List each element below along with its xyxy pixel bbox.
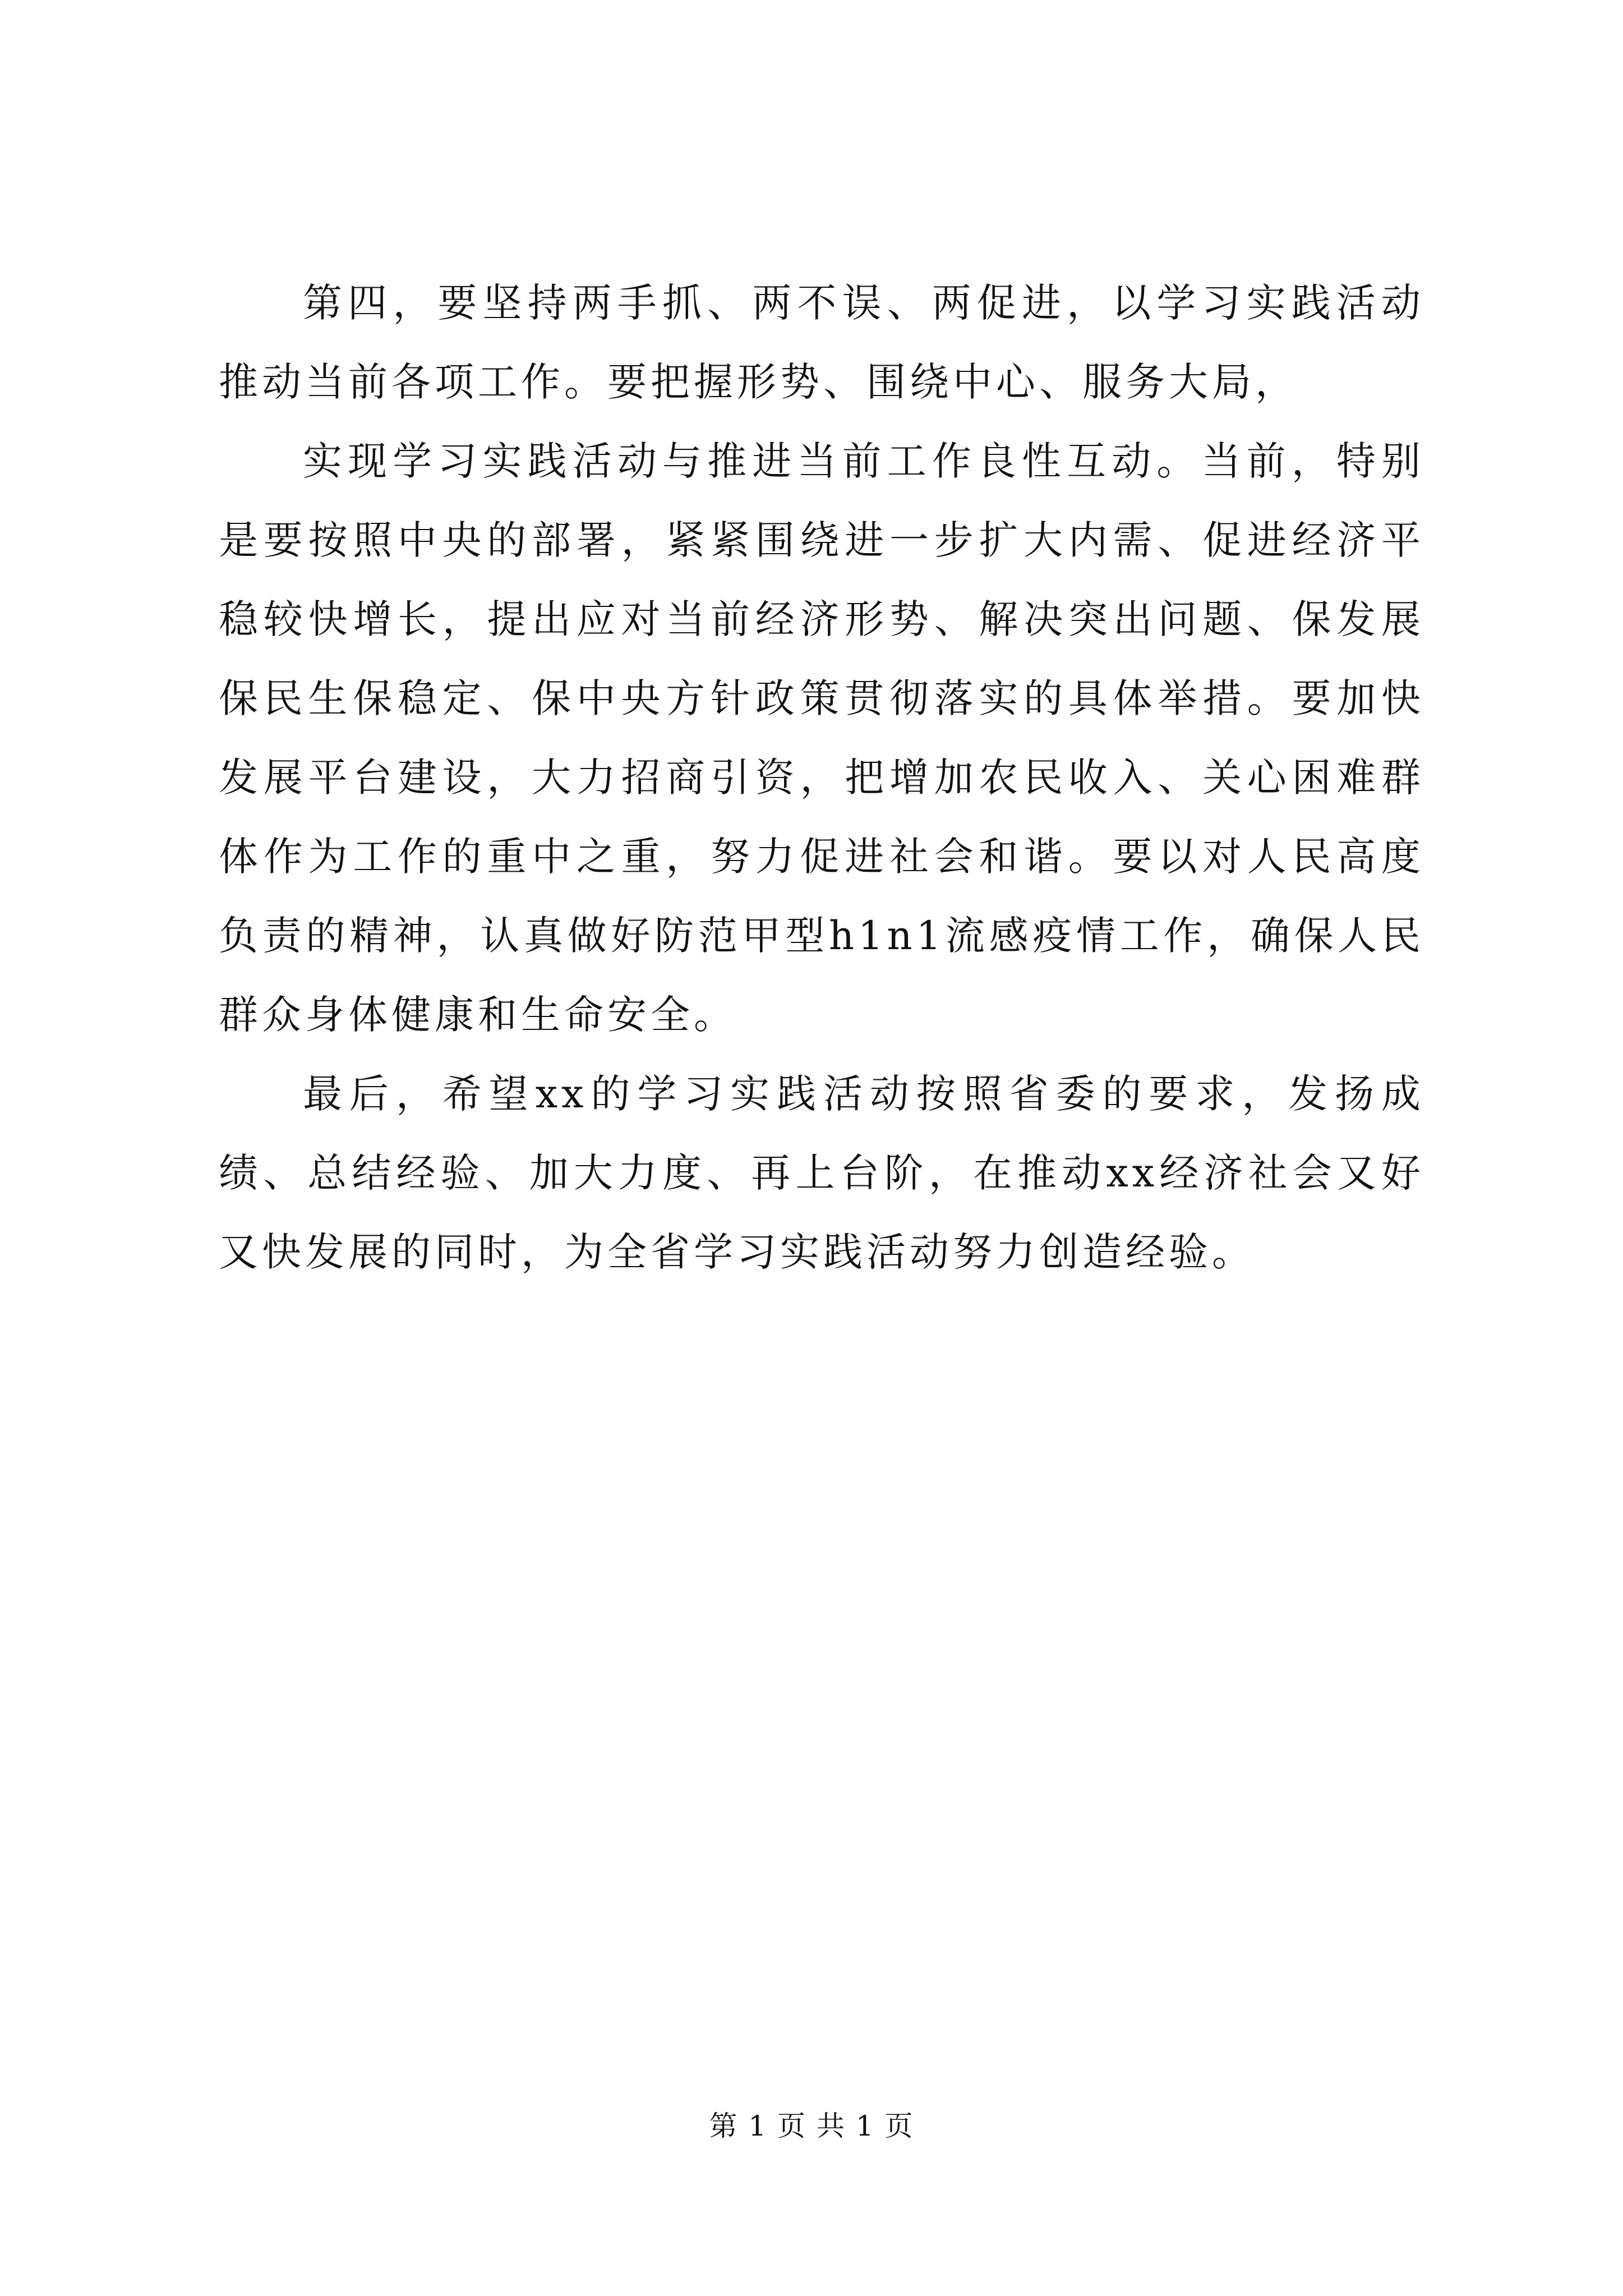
paragraph-3: 最后，希望xx的学习实践活动按照省委的要求，发扬成绩、总结经验、加大力度、再上台阶，在推动xx经济社会又好又快发展的同时，为全省学习实践活动努力创造经验。 xyxy=(219,1071,1424,1275)
document-body xyxy=(219,264,1424,1292)
page-footer: 第 1 页 共 1 页 xyxy=(709,2110,914,2142)
paragraph-2: 实现学习实践活动与推进当前工作良性互动。当前，特别是要按照中央的部署，紧紧围绕进一步扩大内需、促进经济平稳较快增长，提出应对当前经济形势、解决突出问题、保发展保民生保稳定、保中央方针政策贯彻落实的具体举措。要加快发展平台建设，大力招商引资，把增加农民收入、关心困难群体作为工作的重中之重，努力促进社会和谐。要以对人民高度负责的精神，认真做好防范甲型h1n1流感疫情工作，确保人民群众身体健康和生命安全。 xyxy=(219,438,1424,1038)
paragraph-1: 第四，要坚持两手抓、两不误、两促进，以学习实践活动推动当前各项工作。要把握形势、围绕中心、服务大局， xyxy=(219,280,1424,405)
